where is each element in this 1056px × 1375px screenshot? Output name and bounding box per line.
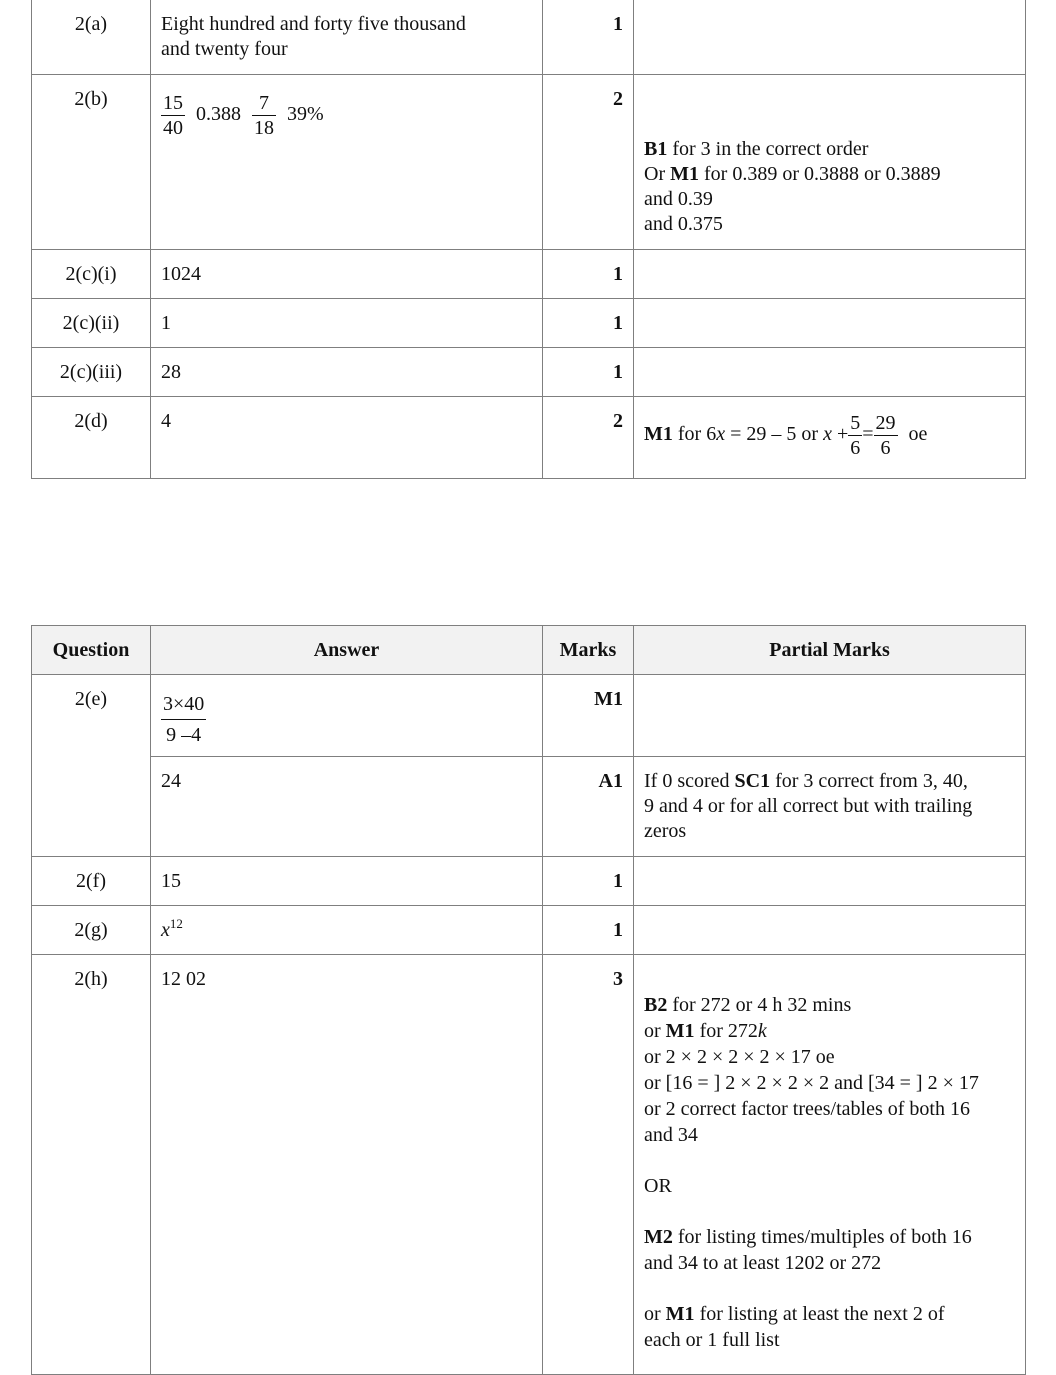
- decimal-value: 0.388: [196, 103, 241, 126]
- question-cell: 2(g): [32, 906, 151, 955]
- table-row: [32, 857, 1026, 906]
- fraction: $\frac{3\times 40}{9 -4}$: [161, 689, 206, 750]
- answer-header: Answer: [151, 626, 543, 675]
- table-row: [32, 757, 1026, 857]
- partial-marks-cell: [634, 299, 1026, 348]
- answer-cell: 1: [151, 299, 543, 348]
- table-row: [32, 348, 1026, 397]
- partial-marks-cell: B1 for 3 in the correct order Or M1 for 0.389 or 0.3888 or 0.3889 and 0.39 and 0.375: [634, 75, 1026, 250]
- marks-cell: 2: [543, 75, 634, 250]
- partial-marks-cell: M1 for 6x = 29 – 5 or x + $\frac{5}{6}$ = $\frac{29}{6}$ oe: [634, 397, 1026, 479]
- question-cell: 2(d): [32, 397, 151, 479]
- fraction: $\frac{7}{18}$: [254, 92, 274, 139]
- partial-marks-cell: [634, 675, 1026, 757]
- answer-cell: [151, 675, 543, 757]
- marks-cell: 1: [543, 857, 634, 906]
- table-row: [32, 955, 1026, 1375]
- marks-cell: 2: [543, 397, 634, 479]
- answer-cell: 15: [151, 857, 543, 906]
- answer-line: Eight hundred and forty five thousand: [161, 13, 466, 35]
- marks-cell: 1: [543, 348, 634, 397]
- header-row: [32, 626, 1026, 675]
- question-cell: 2(c)(iii): [32, 348, 151, 397]
- fraction: $\frac{5}{6}$: [850, 412, 861, 459]
- question-cell: 2(e): [32, 675, 151, 857]
- marks-cell: A1: [543, 757, 634, 857]
- question-cell: 2(f): [32, 857, 151, 906]
- answer-cell: [151, 75, 543, 250]
- question-header: Question: [32, 626, 151, 675]
- marks-cell: 1: [543, 250, 634, 299]
- partial-marks-cell: [634, 857, 1026, 906]
- marks-cell: 1: [543, 299, 634, 348]
- marks-cell: M1: [543, 675, 634, 757]
- question-cell: 2(c)(i): [32, 250, 151, 299]
- table-row: [32, 250, 1026, 299]
- question-cell: 2(h): [32, 955, 151, 1375]
- partial-marks-header: Partial Marks: [634, 626, 1026, 675]
- answer-cell: $x^{12}$: [151, 906, 543, 955]
- marks-cell: 1: [543, 906, 634, 955]
- percent-value: 39%: [287, 103, 324, 126]
- marks-cell: 3: [543, 955, 634, 1375]
- question-cell: 2(b): [32, 75, 151, 250]
- partial-marks-cell: [634, 0, 1026, 75]
- table-row: [32, 0, 1026, 75]
- partial-marks-cell: [634, 250, 1026, 299]
- answer-line: and twenty four: [161, 38, 288, 60]
- marks-cell: 1: [543, 0, 634, 75]
- answer-cell: 1024: [151, 250, 543, 299]
- table-row: [32, 299, 1026, 348]
- mark-scheme-table-1: [31, 0, 1026, 479]
- question-cell: 2(c)(ii): [32, 299, 151, 348]
- partial-marks-cell: If 0 scored SC1 for 3 correct from 3, 40, 9 and 4 or for all correct but with trailing zeros: [634, 757, 1026, 857]
- table-row: [32, 397, 1026, 479]
- question-cell: 2(a): [32, 0, 151, 75]
- partial-marks-cell: [634, 906, 1026, 955]
- fraction: $\frac{15}{40}$: [163, 92, 183, 139]
- partial-marks-cell: B2 for 272 or 4 h 32 mins or M1 for 272k or 2 × 2 × 2 × 2 × 17 oe or [16 = ] 2 × 2 × 2 × 2 and [34 = ] 2 × 17 or 2 correct factor trees/tables of both 16 and 34 OR M2 for listing times/multiples of both 16 and 34 to at least 1202 or 272 or M1 for listing at least the next 2 of each or 1 full list: [634, 955, 1026, 1375]
- answer-cell: 28: [151, 348, 543, 397]
- answer-cell: 4: [151, 397, 543, 479]
- answer-cell: [151, 0, 543, 75]
- table-row: [32, 75, 1026, 250]
- answer-cell: 24: [151, 757, 543, 857]
- marks-header: Marks: [543, 626, 634, 675]
- answer-cell: 12 02: [151, 955, 543, 1375]
- table-row: [32, 675, 1026, 757]
- table-row: [32, 906, 1026, 955]
- mark-scheme-table-2: [31, 625, 1026, 1375]
- fraction: $\frac{29}{6}$: [875, 412, 896, 459]
- partial-marks-cell: [634, 348, 1026, 397]
